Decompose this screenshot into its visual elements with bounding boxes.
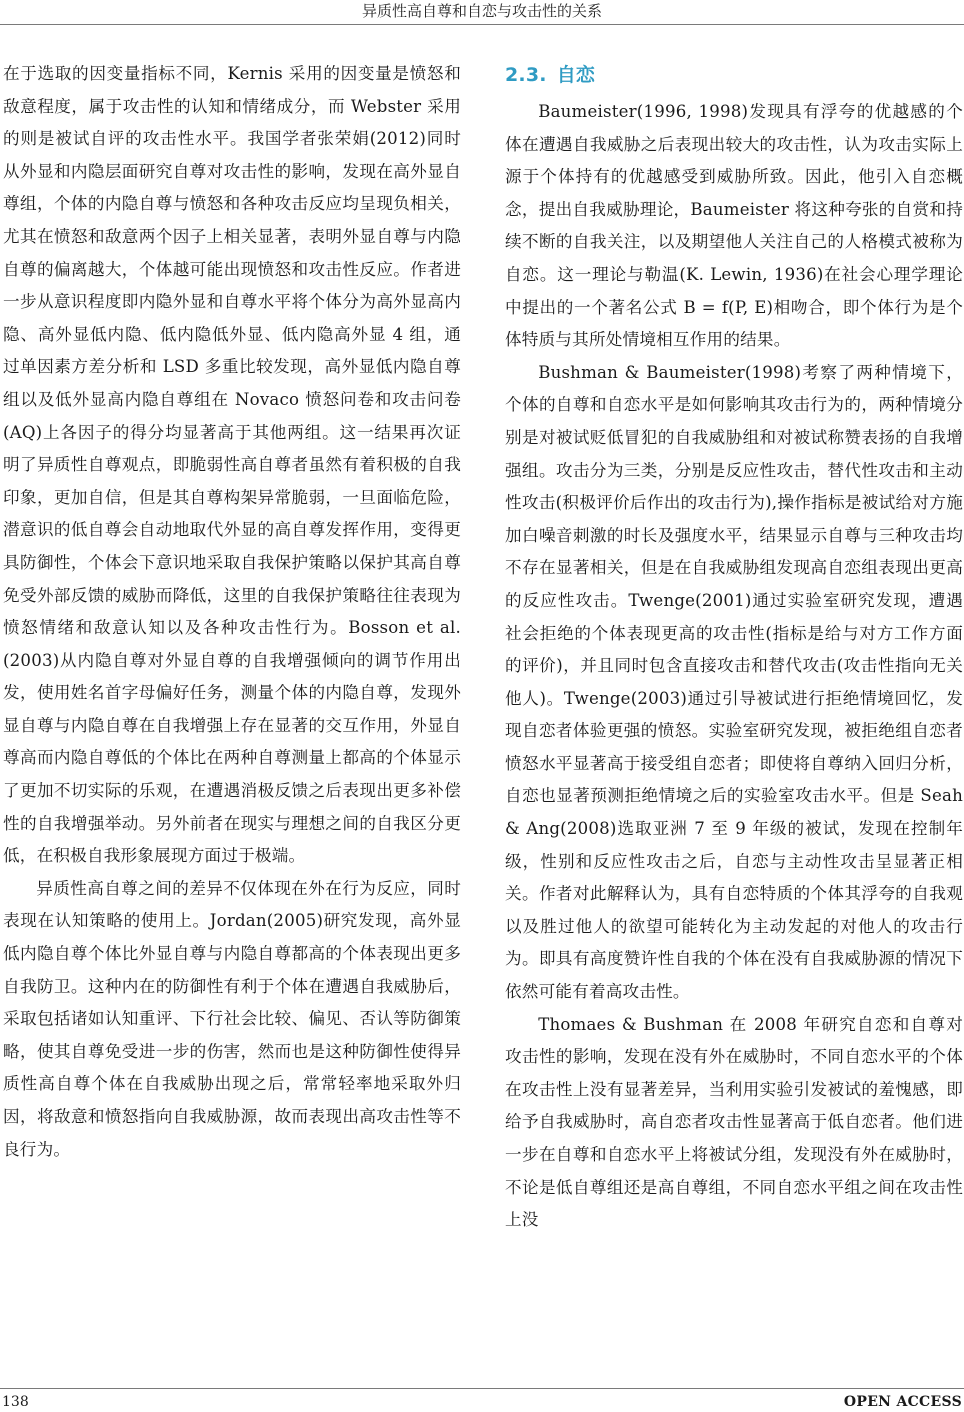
section-heading [505,58,963,92]
body-paragraph: Bushman & Baumeister(1998)考察了两种情境下，个体的自尊和自恋水平是如何影响其攻击行为的，两种情境分别是对被试贬低冒犯的自我威胁组和对被试称赞表扬的自我增强组。攻击分为三类，分别是反应性攻击，替代性攻击和主动性攻击(积极评价后作出的攻击行为),操作指标是被试给对方施加白噪音刺激的时长及强度水平，结果显示自尊与三种攻击均不存在显著相关，但是在自我威胁组发现高自恋组表现出更高的反应性攻击。Twenge(2001)通过实验室研究发现，遭遇社会拒绝的个体表现更高的攻击性(指标是给与对方工作方面的评价)，并且同时包含直接攻击和替代攻击(攻击性指向无关他人)。Twenge(2003)通过引导被试进行拒绝情境回忆，发现自恋者体验更强的愤怒。实验室研究发现，被拒绝组自恋者愤怒水平显著高于接受组自恋者；即使将自尊纳入回归分析，自恋也显著预测拒绝情境之后的实验室攻击水平。但是 Seah & Ang(2008)选取亚洲 7 至 9 年级的被试，发现在控制年级，性别和反应性攻击之后，自恋与主动性攻击呈显著正相关。作者对此解释认为，具有自恋特质的个体其浮夸的自我观以及胜过他人的欲望可能转化为主动发起的对他人的攻击行为。即具有高度赞许性自我的个体在没有自我威胁源的情况下依然可能有着高攻击性。 [505,362,963,1002]
page-number: 138 [2,1394,29,1410]
body-paragraph: Thomaes & Bushman 在 2008 年研究自恋和自尊对攻击性的影响，发现在没有外在威胁时，不同自恋水平的个体在攻击性上没有显著差异，当利用实验引发被试的羞愧感，即给予自我威胁时，高自恋者攻击性显著高于低自恋者。他们进一步在自尊和自恋水平上将被试分组，发现没有外在威胁时，不论是低自尊组还是高自尊组，不同自恋水平组之间在攻击性上没 [505,1014,963,1230]
body-paragraph: 在于选取的因变量指标不同，Kernis 采用的因变量是愤怒和敌意程度，属于攻击性的认知和情绪成分，而 Webster 采用的则是被试自评的攻击性水平。我国学者张荣娟(2012)同时从外显和内隐层面研究自尊对攻击性的影响，发现在高外显自尊组，个体的内隐自尊与愤怒和各种攻击反应均呈现负相关，尤其在愤怒和敌意两个因子上相关显著，表明外显自尊与内隐自尊的偏离越大，个体越可能出现愤怒和攻击性反应。作者进一步从意识程度即内隐外显和自尊水平将个体分为高外显高内隐、高外显低内隐、低内隐低外显、低内隐高外显 4 组，通过单因素方差分析和 LSD 多重比较发现，高外显低内隐自尊组以及低外显高内隐自尊组在 Novaco 愤怒问卷和攻击问卷(AQ)上各因子的得分均显著高于其他两组。这一结果再次证明了异质性自尊观点，即脆弱性高自尊者虽然有着积极的自我印象，更加自信，但是其自尊构架异常脆弱，一旦面临危险，潜意识的低自尊会自动地取代外显的高自尊发挥作用，变得更具防御性，个体会下意识地采取自我保护策略以保护其高自尊免受外部反馈的威胁而降低，这里的自我保护策略往往表现为愤怒情绪和敌意认知以及各种攻击性行为。Bosson et al.(2003)从内隐自尊对外显自尊的自我增强倾向的调节作用出发，使用姓名首字母偏好任务，测量个体的内隐自尊，发现外显自尊与内隐自尊在自我增强上存在显著的交互作用，外显自尊高而内隐自尊低的个体比在两种自尊测量上都高的个体显示了更加不切实际的乐观，在遭遇消极反馈之后表现出更多补偿性的自我增强举动。另外前者在现实与理想之间的自我区分更低，在积极自我形象展现方面过于极端。 [3,64,461,866]
footer-divider [0,1388,964,1389]
left-column [3,58,461,1166]
right-column [505,58,963,1237]
header-divider [0,24,964,25]
section-number: 2.3. [505,64,547,86]
body-paragraph: Baumeister(1996, 1998)发现具有浮夸的优越感的个体在遭遇自我威胁之后表现出较大的攻击性，认为攻击实际上源于个体持有的优越感受到威胁所致。因此，他引入自恋概念，提出自我威胁理论，Baumeister 将这种夸张的自赏和持续不断的自我关注，以及期望他人关注自己的人格模式被称为自恋。这一理论与勒温(K. Lewin, 1936)在社会心理学理论中提出的一个著名公式 B = f(P, E)相吻合，即个体行为是个体特质与其所处情境相互作用的结果。 [505,102,963,350]
section-title: 自恋 [556,64,596,86]
body-paragraph: 异质性高自尊之间的差异不仅体现在外在行为反应，同时表现在认知策略的使用上。Jordan(2005)研究发现，高外显低内隐自尊个体比外显自尊与内隐自尊都高的个体表现出更多自我防卫。这种内在的防御性有利于个体在遭遇自我威胁后，采取包括诸如认知重评、下行社会比较、偏见、否认等防御策略，使其自尊免受进一步的伤害，然而也是这种防御性使得异质性高自尊个体在自我威胁出现之后，常常轻率地采取外归因，将敌意和愤怒指向自我威胁源，故而表现出高攻击性等不良行为。 [3,878,461,1159]
running-title: 异质性高自尊和自恋与攻击性的关系 [361,2,602,20]
open-access-label: OPEN ACCESS [843,1394,962,1410]
